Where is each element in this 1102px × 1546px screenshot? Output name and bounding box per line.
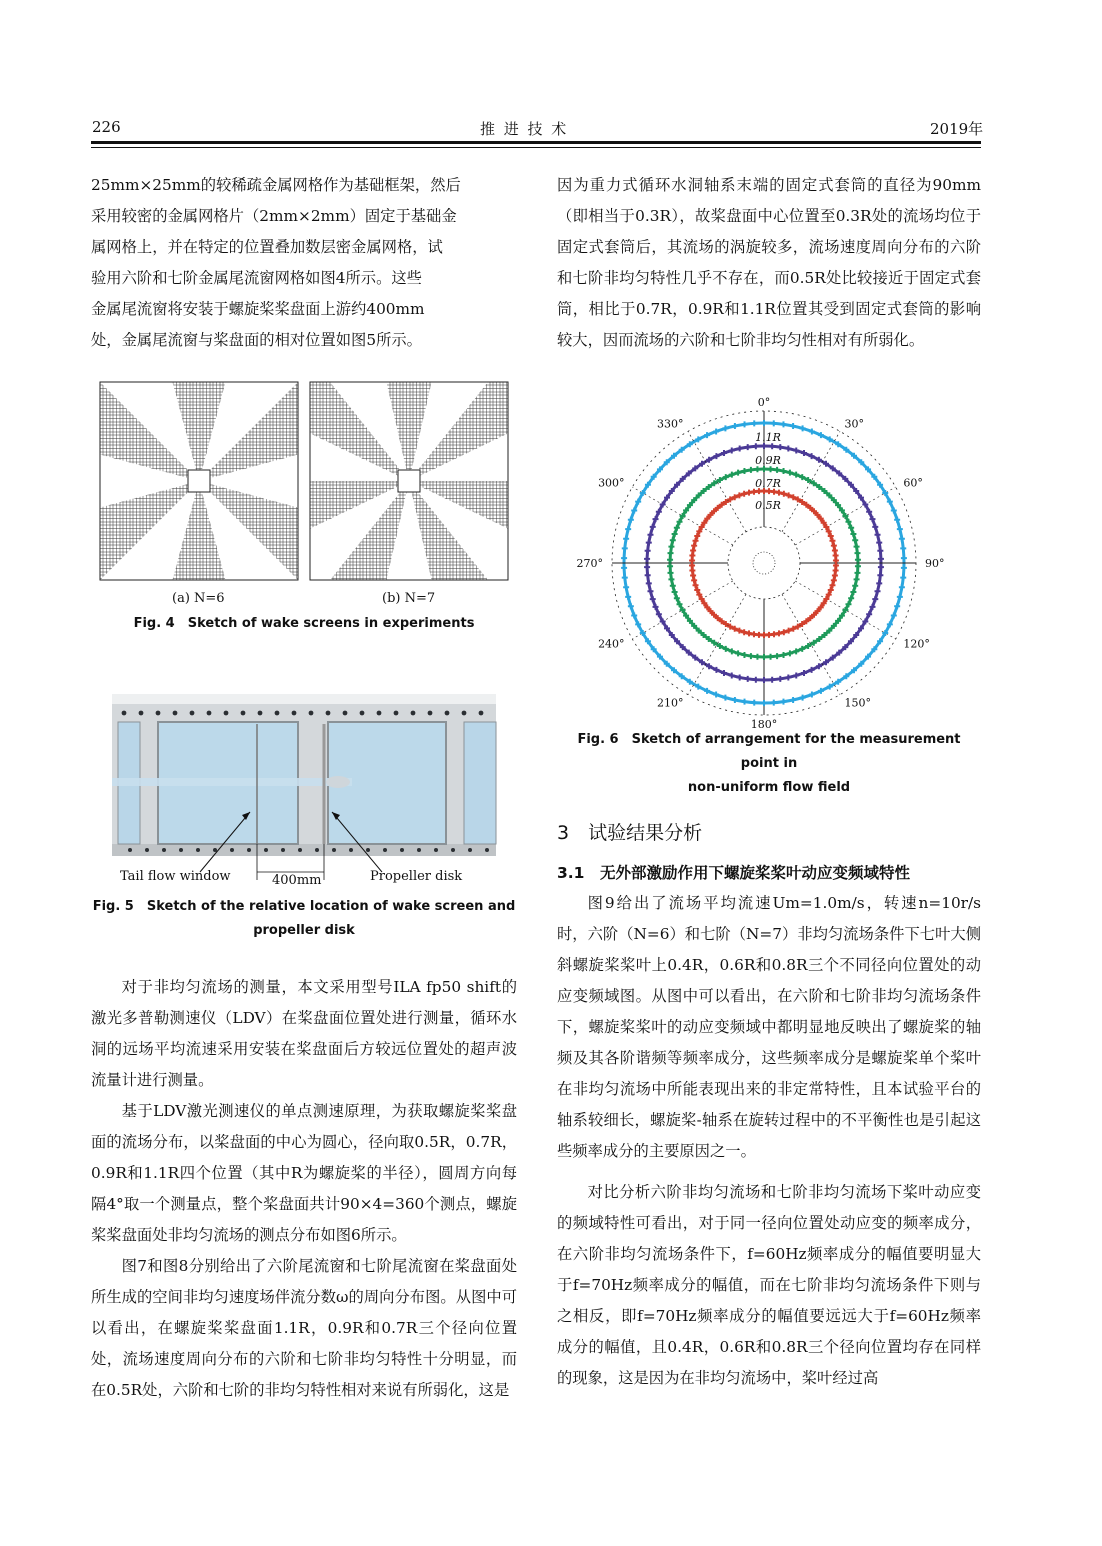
bolt: [258, 711, 263, 716]
measurement-point: [877, 572, 883, 578]
bolt: [479, 711, 484, 716]
bolt: [241, 711, 246, 716]
measurement-point: [668, 570, 674, 576]
measurement-point: [667, 563, 673, 569]
angle-label: 330°: [657, 417, 684, 431]
measurement-point: [785, 446, 791, 452]
bolt: [383, 848, 387, 852]
bolt: [190, 711, 195, 716]
measurement-point: [745, 676, 751, 682]
right-paragraph-2: 图9给出了流场平均流速Um=1.0m/s，转速n=10r/s时，六阶（N=6）和七阶（N=7）非均匀流场条件下七叶大侧斜螺旋桨桨叶上0.4R，0.6R和0.8R三个不同径向位置处的动应变频域图。从图中可以看出，在六阶和七阶非均匀流场条件下，螺旋桨桨叶的动应变频域中都明显地反映出了螺旋桨的轴频及其各阶谐频等频率成分，这些频率成分是螺旋桨单个桨叶在非均匀流场中所能表现出来的非定常特性，且本试验平台的轴系较细长，螺旋桨-轴系在旋转过程中的不平衡性也是引起这些频率成分的主要原因之一。: [557, 894, 981, 1160]
bolt: [156, 711, 161, 716]
bolt: [434, 848, 438, 852]
measurement-point: [732, 423, 738, 429]
measurement-point: [645, 572, 651, 578]
bolt: [326, 711, 331, 716]
text-line: 采用较密的金属网格片（2mm×2mm）固定于基础金: [91, 207, 457, 225]
ring-label: 1.1R: [755, 431, 781, 444]
left-body: [91, 972, 517, 1406]
text-line: 验用六阶和七阶金属尾流窗网格如图4所示。这些: [91, 269, 422, 287]
angle-label: 0°: [757, 396, 771, 409]
bolt: [145, 848, 149, 852]
measurement-point: [754, 466, 760, 472]
measurement-point: [901, 555, 907, 561]
bolt: [411, 711, 416, 716]
measurement-point: [748, 467, 754, 473]
bolt: [394, 711, 399, 716]
measurement-point: [621, 555, 627, 561]
measurement-point: [774, 653, 780, 659]
measurement-point: [877, 548, 883, 554]
bolt: [162, 848, 166, 852]
bolt: [349, 848, 353, 852]
measurement-point: [899, 536, 905, 542]
bolt: [462, 711, 467, 716]
journal-title: 推 进 技 术: [480, 120, 569, 138]
bolt: [343, 711, 348, 716]
angle-label: 120°: [903, 637, 930, 651]
bolt: [224, 711, 229, 716]
fig4-sublabel-b: (b) N=7: [382, 591, 436, 606]
section-3-1-heading: 3.1 无外部激励作用下螺旋桨桨叶动应变频域特性: [557, 864, 910, 882]
measurement-point: [625, 594, 631, 600]
fig4-caption: Fig. 4 Sketch of wake screens in experiments: [133, 616, 475, 631]
measurement-point: [780, 421, 786, 427]
right-paragraph-3: 对比分析六阶非均匀流场和七阶非均匀流场下桨叶动应变的频域特性可看出，对于同一径向位置处动应变的频率成分，在六阶非均匀流场条件下，f=60Hz频率成分的幅值要明显大于f=70Hz频率成分的幅值，而在七阶非均匀流场条件下则与之相反，即f=70Hz频率成分的幅值要远远大于f=60Hz频率成分的幅值，且0.4R，0.6R和0.8R三个径向位置均存在同样的现象，这是因为在非均匀流场中，桨叶经过高: [557, 1183, 981, 1387]
measurement-point: [774, 467, 780, 473]
measurement-point: [769, 443, 775, 449]
measurement-point: [878, 564, 884, 570]
left-paragraph-4: 图7和图8分别给出了六阶尾流窗和七阶尾流窗在桨盘面处所生成的空间非均匀速度场伴流分数ω的周向分布图。从图中可以看出，在螺旋桨桨盘面1.1R，0.9R和0.7R三个径向位置处，流场速度周向分布的六阶和七阶非均匀特性十分明显，而在0.5R处，六阶和七阶的非均匀特性相对来说有所弱化，这是: [91, 1257, 517, 1399]
bolt: [179, 848, 183, 852]
bolt: [247, 848, 251, 852]
measurement-point: [781, 652, 787, 658]
measurement-point: [668, 576, 674, 582]
measurement-point: [876, 580, 882, 586]
measurement-point: [900, 545, 906, 551]
measurement-point: [899, 584, 905, 590]
measurement-point: [668, 544, 674, 550]
fig5-caption: Fig. 5 Sketch of the relative location of wake screen and propeller disk: [92, 899, 516, 938]
angle-label: 180°: [750, 718, 778, 731]
bolt: [400, 848, 404, 852]
year: 2019年: [930, 120, 984, 138]
measurement-point: [854, 576, 860, 582]
measurement-point: [768, 654, 774, 660]
bolt: [366, 848, 370, 852]
measurement-point: [777, 676, 783, 682]
text-line: 金属尾流窗将安装于螺旋桨桨盘面上游约400mm: [91, 300, 425, 318]
bolt: [264, 848, 268, 852]
angle-label: 30°: [844, 417, 864, 431]
measurement-point: [876, 540, 882, 546]
bolt: [428, 711, 433, 716]
bolt: [292, 711, 297, 716]
measurement-point: [745, 444, 751, 450]
angle-label: 90°: [925, 557, 945, 570]
bolt: [275, 711, 280, 716]
measurement-point: [897, 526, 903, 532]
measurement-point: [741, 468, 747, 474]
measurement-point: [769, 677, 775, 683]
measurement-point: [741, 652, 747, 658]
measurement-point: [647, 532, 653, 538]
left-paragraph-3: 基于LDV激光测速仪的单点测速原理，为获取螺旋桨桨盘面的流场分布，以桨盘面的中心为圆心，径向取0.5R，0.7R，0.9R和1.1R四个位置（其中R为螺旋桨的半径），圆周方向每隔4°取一个测量点，整个桨盘面共计90×4=360个测点，螺旋桨桨盘面处非均匀流场的测点分布如图6所示。: [91, 1102, 517, 1244]
measurement-point: [790, 423, 796, 429]
measurement-point: [832, 573, 838, 579]
measurement-point: [785, 674, 791, 680]
angle-label: 150°: [844, 696, 871, 710]
bolt: [468, 848, 472, 852]
measurement-point: [875, 532, 881, 538]
fig4-wake-screens: [96, 378, 516, 588]
measurement-point: [748, 653, 754, 659]
bolt: [213, 848, 217, 852]
right-paragraph-1: 因为重力式循环水洞轴系末端的固定式套筒的直径为90mm（即相当于0.3R），故桨盘面中心位置至0.3R处的流场均位于固定式套筒后，其流场的涡旋较多，流场速度周向分布的六阶和七阶非均匀特性几乎不存在，而0.5R处比较接近于固定式套筒，相比于0.7R，0.9R和1.1R位置其受到固定式套筒的影响较大，因而流场的六阶和七阶非均匀性相对有所弱化。: [557, 176, 981, 349]
measurement-point: [621, 565, 627, 571]
measurement-point: [854, 570, 860, 576]
bolt: [298, 848, 302, 852]
measurement-point: [625, 526, 631, 532]
ring-label: 0.7R: [755, 477, 781, 490]
measurement-point: [742, 699, 748, 705]
bolt: [207, 711, 212, 716]
ring-label: 0.9R: [755, 454, 781, 467]
measurement-point: [751, 420, 757, 426]
measurement-point: [622, 545, 628, 551]
bolt: [377, 711, 382, 716]
fig4-sublabel-a: (a) N=6: [172, 591, 225, 606]
measurement-point: [900, 575, 906, 581]
header-rule-thin: [91, 147, 981, 148]
measurement-point: [878, 556, 884, 562]
fig6-measurement-points: [576, 396, 945, 731]
measurement-point: [854, 544, 860, 550]
bolt: [196, 848, 200, 852]
measurement-point: [623, 584, 629, 590]
bolt: [281, 848, 285, 852]
text-line: 处，金属尾流窗与桨盘面的相对位置如图5所示。: [91, 331, 422, 349]
measurement-point: [644, 556, 650, 562]
measurement-point: [761, 677, 767, 683]
bolt: [128, 848, 132, 852]
measurement-point: [790, 697, 796, 703]
measurement-point: [668, 550, 674, 556]
measurement-point: [646, 580, 652, 586]
measurement-point: [855, 563, 861, 569]
measurement-point: [690, 547, 696, 553]
inner-dotted-circle: [728, 527, 800, 599]
measurement-point: [732, 697, 738, 703]
right-body: [557, 888, 981, 1394]
angle-label: 270°: [576, 557, 603, 570]
measurement-point: [753, 677, 759, 683]
section-3-heading: 3 试验结果分析: [557, 822, 703, 844]
bolt: [139, 711, 144, 716]
text-line: 属网格上，并在特定的位置叠加数层密金属网格，试: [91, 238, 443, 256]
bolt: [332, 848, 336, 852]
measurement-point: [855, 557, 861, 563]
measurement-point: [645, 548, 651, 554]
measurement-point: [781, 468, 787, 474]
page-number: 226: [92, 118, 121, 136]
bolt: [360, 711, 365, 716]
angle-label: 210°: [657, 696, 684, 710]
measurement-point: [780, 699, 786, 705]
angle-label: 240°: [598, 637, 625, 651]
measurement-point: [777, 444, 783, 450]
measurement-point: [742, 421, 748, 427]
fig5-wake-screen-location: [112, 694, 496, 884]
measurement-point: [771, 700, 777, 706]
fig5-label-tail-flow-window: Tail flow window: [120, 869, 231, 884]
measurement-point: [854, 550, 860, 556]
measurement-point: [623, 536, 629, 542]
bolt: [445, 711, 450, 716]
left-paragraph-2: 对于非均匀流场的测量，本文采用型号ILA fp50 shift的激光多普勒测速仪（LDV）在桨盘面位置处进行测量，循环水洞的远场平均流速采用安装在桨盘面后方较远位置处的超声波流量计进行测量。: [91, 978, 517, 1089]
angle-label: 60°: [903, 476, 923, 490]
measurement-point: [622, 575, 628, 581]
measurement-point: [761, 420, 767, 426]
measurement-point: [667, 557, 673, 563]
center-dotted-circle: [753, 552, 775, 574]
measurement-point: [771, 420, 777, 426]
fig5-label-distance: 400mm: [272, 873, 322, 888]
measurement-point: [897, 594, 903, 600]
bolt: [485, 848, 489, 852]
measurement-point: [761, 654, 767, 660]
measurement-point: [646, 540, 652, 546]
fig5-label-propeller-disk: Propeller disk: [370, 869, 463, 884]
measurement-point: [737, 674, 743, 680]
left-paragraph-1: [91, 170, 517, 356]
bolt: [451, 848, 455, 852]
bolt: [173, 711, 178, 716]
measurement-point: [751, 700, 757, 706]
measurement-point: [901, 565, 907, 571]
bolt: [230, 848, 234, 852]
measurement-point: [753, 443, 759, 449]
bolt: [417, 848, 421, 852]
measurement-point: [875, 588, 881, 594]
bolt: [309, 711, 314, 716]
measurement-point: [754, 654, 760, 660]
measurement-point: [647, 588, 653, 594]
measurement-point: [644, 564, 650, 570]
measurement-point: [768, 466, 774, 472]
fig6-caption: Fig. 6 Sketch of arrangement for the measurement point in non-uniform flow field: [577, 732, 961, 795]
ring-label: 0.5R: [755, 499, 781, 512]
header-rule-thick: [91, 141, 981, 144]
text-line: 25mm×25mm的较稀疏金属网格作为基础框架，然后: [91, 176, 461, 194]
bolt: [315, 848, 319, 852]
angle-label: 300°: [598, 476, 625, 490]
bolt: [122, 711, 127, 716]
measurement-point: [737, 446, 743, 452]
measurement-point: [761, 700, 767, 706]
